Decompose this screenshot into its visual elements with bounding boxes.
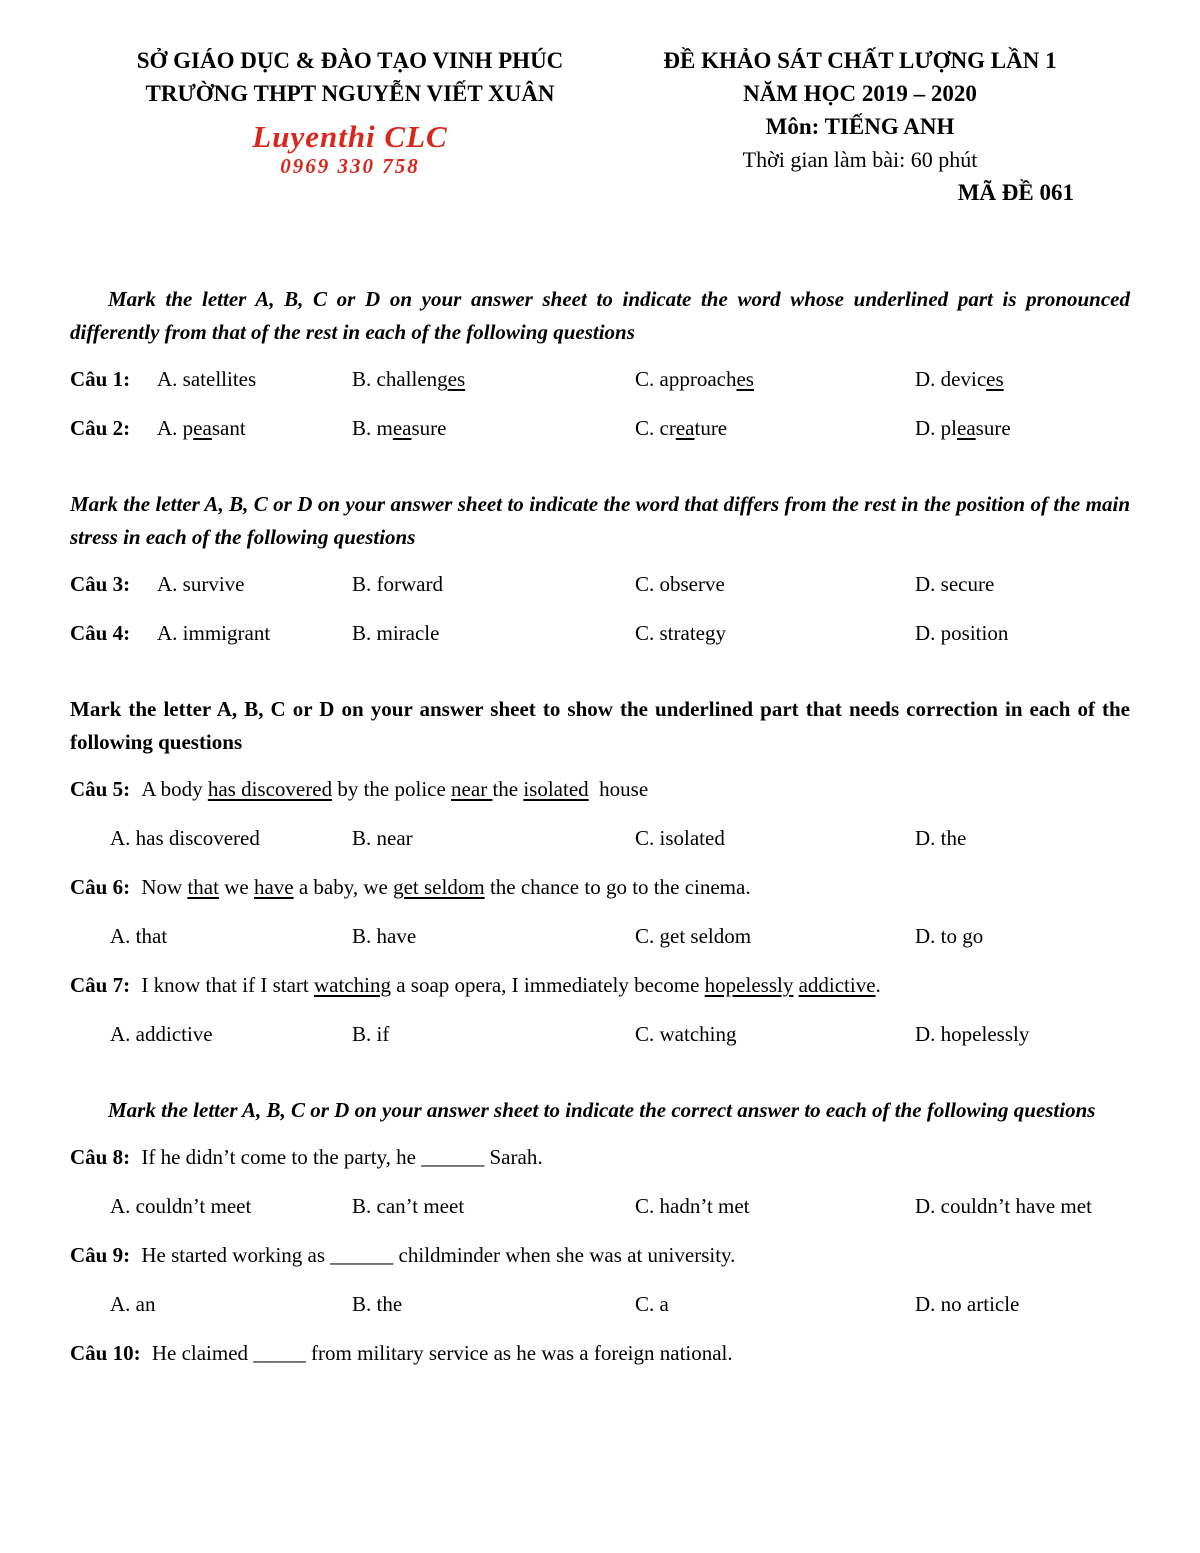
question-label: Câu 6: <box>70 875 136 899</box>
question-label: Câu 1: <box>70 367 131 391</box>
stem-text: C. cr <box>635 416 676 440</box>
option-c <box>635 1291 915 1318</box>
underlined-text: isolated <box>523 777 589 801</box>
stem-text: C. isolated <box>635 826 725 850</box>
exam-duration: Thời gian làm bài: 60 phút <box>742 147 978 172</box>
question-label: Câu 9: <box>70 1243 136 1267</box>
option-d <box>915 923 1130 950</box>
option-b <box>352 415 635 442</box>
options-row <box>110 923 1130 950</box>
question-stem <box>70 1340 1130 1367</box>
stem-text: sant <box>211 416 246 440</box>
stem-text: He started working as ______ childminder when she was at university. <box>141 1243 736 1267</box>
underlined-text: ea <box>675 416 695 440</box>
stem-text: ture <box>694 416 728 440</box>
option-c <box>635 923 915 950</box>
option-b <box>352 571 635 598</box>
option-a <box>157 571 352 598</box>
header-right-block <box>640 44 1080 209</box>
option-b <box>352 620 635 647</box>
question-stem <box>70 972 1130 999</box>
question-label: Câu 4: <box>70 621 131 645</box>
option-c <box>635 1021 915 1048</box>
school-year: NĂM HỌC 2019 – 2020 <box>743 81 977 106</box>
option-d <box>915 366 1130 393</box>
underlined-text: es <box>447 367 466 391</box>
stem-text: . <box>875 973 881 997</box>
question-stem <box>70 1242 1130 1269</box>
stem-text: sure <box>975 416 1011 440</box>
option-d <box>915 415 1130 442</box>
option-a <box>110 1193 352 1220</box>
options-row <box>110 1291 1130 1318</box>
option-a <box>157 620 352 647</box>
option-a <box>110 923 352 950</box>
stem-text: C. observe <box>635 572 725 596</box>
stem-text: C. hadn’t met <box>635 1194 750 1218</box>
stem-text: D. hopelessly <box>915 1022 1030 1046</box>
stem-text: D. pl <box>915 416 957 440</box>
option-a <box>110 1291 352 1318</box>
stem-text: sure <box>411 416 447 440</box>
stem-text: D. devic <box>915 367 987 391</box>
question-stem <box>70 1144 1130 1171</box>
stem-text: D. couldn’t have met <box>915 1194 1092 1218</box>
option-a <box>110 825 352 852</box>
stem-text: B. m <box>352 416 393 440</box>
underlined-text: get seldom <box>393 875 485 899</box>
question-label: Câu 2: <box>70 416 131 440</box>
stem-text: B. miracle <box>352 621 440 645</box>
stem-text: the <box>492 777 524 801</box>
question-row <box>70 571 1130 598</box>
section-instruction: Mark the letter A, B, C or D on your answer sheet to indicate the correct answer to each of the following questions <box>108 1098 1096 1122</box>
stem-text: D. no article <box>915 1292 1020 1316</box>
stem-text: He claimed _____ from military service as he was a foreign national. <box>151 1341 733 1365</box>
header-left-block <box>70 44 630 178</box>
underlined-text: ea <box>392 416 412 440</box>
logo <box>70 120 630 178</box>
stem-text: we <box>218 875 254 899</box>
stem-text: A. that <box>110 924 168 948</box>
stem-text: C. strategy <box>635 621 726 645</box>
stem-text: D. the <box>915 826 967 850</box>
underlined-text: ea <box>957 416 976 440</box>
stem-text: D. to go <box>915 924 984 948</box>
stem-text: B. near <box>352 826 413 850</box>
stem-text: A. p <box>157 416 194 440</box>
option-c <box>635 571 915 598</box>
option-c <box>635 825 915 852</box>
question-section <box>70 693 1130 1048</box>
stem-text: A. an <box>110 1292 156 1316</box>
underlined-text: addictive <box>798 973 876 997</box>
question-label: Câu 7: <box>70 973 136 997</box>
option-a <box>157 415 352 442</box>
stem-text: B. can’t meet <box>352 1194 465 1218</box>
stem-text: C. get seldom <box>635 924 752 948</box>
options-row <box>110 825 1130 852</box>
underlined-text: near <box>451 777 493 801</box>
stem-text: B. have <box>352 924 417 948</box>
stem-text: A. addictive <box>110 1022 213 1046</box>
exam-header <box>70 44 1130 209</box>
question-section <box>70 1094 1130 1367</box>
stem-text: A. survive <box>157 572 245 596</box>
option-d <box>915 1021 1130 1048</box>
question-stem <box>70 874 1130 901</box>
stem-text: B. challeng <box>352 367 448 391</box>
underlined-text: watching <box>313 973 391 997</box>
logo-text: Luyenthi CLC <box>252 119 448 154</box>
section-instruction: Mark the letter A, B, C or D on your answer sheet to indicate the word whose underlined part is pronounced differently from that of the rest in each of the following questions <box>70 287 1130 344</box>
department-name: SỞ GIÁO DỤC & ĐÀO TẠO VINH PHÚC <box>136 48 564 73</box>
stem-text: A. has discovered <box>110 826 260 850</box>
option-b <box>352 923 635 950</box>
stem-text: C. watching <box>635 1022 737 1046</box>
options-row <box>110 1193 1130 1220</box>
section-instruction: Mark the letter A, B, C or D on your answer sheet to indicate the word that differs from the rest in the position of the main stress in each of the following questions <box>70 492 1130 549</box>
stem-text: B. if <box>352 1022 390 1046</box>
option-c <box>635 415 915 442</box>
stem-text: B. the <box>352 1292 403 1316</box>
questions-area <box>70 283 1130 1367</box>
stem-text: a soap opera, I immediately become <box>390 973 705 997</box>
question-section <box>70 488 1130 647</box>
stem-text: Now <box>141 875 188 899</box>
stem-text: I know that if I start <box>141 973 314 997</box>
underlined-text: has discovered <box>207 777 333 801</box>
school-name: TRƯỜNG THPT NGUYỄN VIẾT XUÂN <box>145 81 555 106</box>
stem-text: a baby, we <box>293 875 394 899</box>
option-b <box>352 1193 635 1220</box>
option-c <box>635 1193 915 1220</box>
exam-code: MÃ ĐỀ 061 <box>957 180 1074 205</box>
question-label: Câu 3: <box>70 572 131 596</box>
exam-title: ĐỀ KHẢO SÁT CHẤT LƯỢNG LẦN 1 <box>663 48 1057 73</box>
option-d <box>915 571 1130 598</box>
option-b <box>352 366 635 393</box>
stem-text: A body <box>141 777 208 801</box>
stem-text: by the police <box>332 777 452 801</box>
underlined-text: es <box>736 367 754 391</box>
option-d <box>915 1291 1130 1318</box>
underlined-text: that <box>187 875 219 899</box>
stem-text: the chance to go to the cinema. <box>484 875 751 899</box>
option-b <box>352 825 635 852</box>
question-label: Câu 5: <box>70 777 136 801</box>
stem-text: A. couldn’t meet <box>110 1194 252 1218</box>
option-b <box>352 1021 635 1048</box>
logo-phone-number: 0969 330 758 <box>280 154 420 178</box>
stem-text: D. position <box>915 621 1009 645</box>
question-row <box>70 415 1130 442</box>
stem-text: C. approach <box>635 367 737 391</box>
option-c <box>635 366 915 393</box>
option-d <box>915 620 1130 647</box>
stem-text: A. immigrant <box>157 621 271 645</box>
stem-text: house <box>588 777 649 801</box>
option-b <box>352 1291 635 1318</box>
question-section <box>70 283 1130 442</box>
stem-text: If he didn’t come to the party, he ______ Sarah. <box>141 1145 543 1169</box>
stem-text: C. a <box>635 1292 669 1316</box>
stem-text: B. forward <box>352 572 443 596</box>
subject-name: Môn: TIẾNG ANH <box>765 114 955 139</box>
option-a <box>110 1021 352 1048</box>
stem-text: D. secure <box>915 572 995 596</box>
section-instruction: Mark the letter A, B, C or D on your answer sheet to show the underlined part that needs correction in each of the following questions <box>70 697 1130 754</box>
question-row <box>70 620 1130 647</box>
question-row <box>70 366 1130 393</box>
option-a <box>157 366 352 393</box>
option-c <box>635 620 915 647</box>
question-label: Câu 8: <box>70 1145 136 1169</box>
underlined-text: ea <box>193 416 212 440</box>
question-stem <box>70 776 1130 803</box>
question-label: Câu 10: <box>70 1341 146 1365</box>
option-d <box>915 1193 1130 1220</box>
underlined-text: es <box>986 367 1004 391</box>
option-d <box>915 825 1130 852</box>
stem-text: A. satellites <box>157 367 257 391</box>
options-row <box>110 1021 1130 1048</box>
underlined-text: have <box>253 875 294 899</box>
underlined-text: hopelessly <box>704 973 794 997</box>
